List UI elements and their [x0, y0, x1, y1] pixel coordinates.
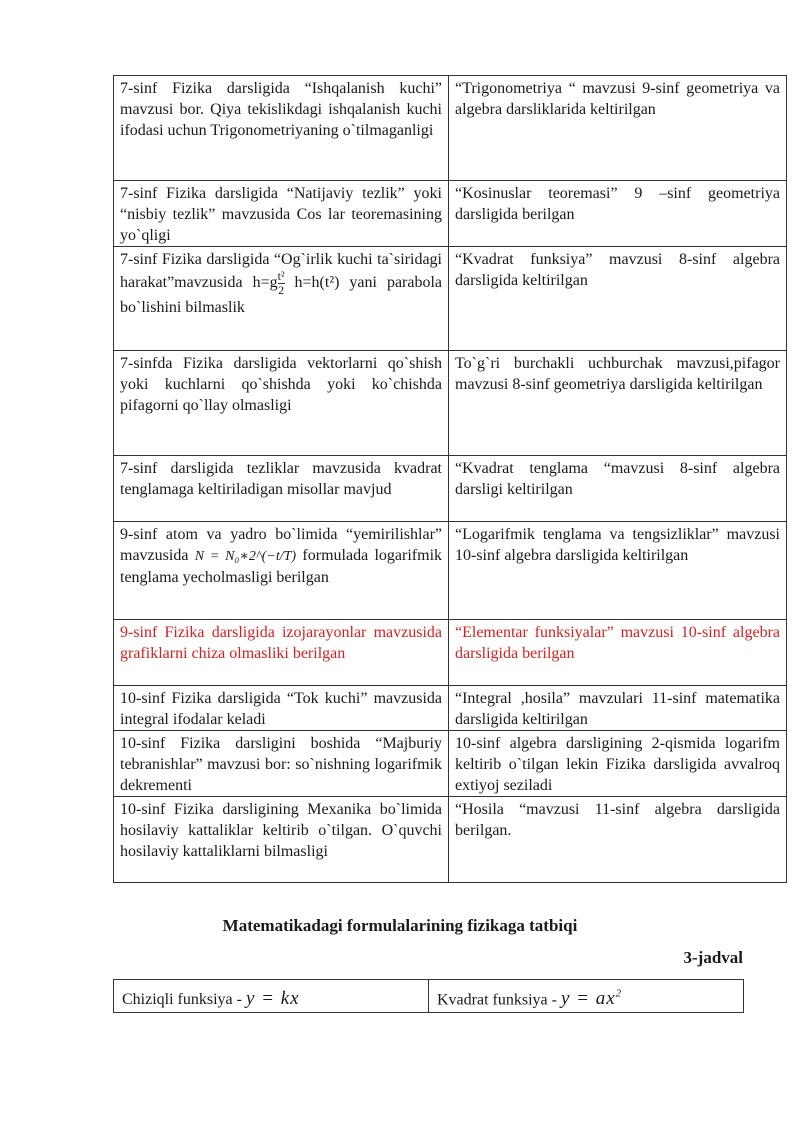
table-row	[114, 686, 787, 731]
table-row	[114, 351, 787, 456]
table-cell-physics: 9-sinf Fizika darsligida izojarayonlar mavzusida grafiklarni chiza olmasliki berilgan	[114, 620, 449, 686]
decay-formula: N = N₀∗2^(−t/T)	[194, 549, 297, 564]
quadratic-function-cell	[429, 980, 744, 1013]
table-cell-physics	[114, 247, 449, 351]
table-cell-physics: 7-sinf darsligida tezliklar mavzusida kvadrat tenglamaga keltiriladigan misollar mavjud	[114, 456, 449, 522]
table-cell-math: “Elementar funksiyalar” mavzusi 10-sinf algebra darsligida berilgan	[449, 620, 787, 686]
table-row	[114, 247, 787, 351]
cell-text: 7-sinf Fizika darsligida “Og`irlik kuchi ta`siridagi harakat”mavzusida h=g	[120, 251, 442, 292]
table-cell-math: “Trigonometriya “ mavzusi 9-sinf geometriya va algebra darsliklarida keltirilgan	[449, 76, 787, 181]
table-cell-math: “Kvadrat funksiya” mavzusi 8-sinf algebra darsligida keltirilgan	[449, 247, 787, 351]
table-cell-math: “Kosinuslar teoremasi” 9 –sinf geometriya darsligida berilgan	[449, 181, 787, 247]
table-row	[114, 522, 787, 620]
table-cell-physics	[114, 522, 449, 620]
table-row	[114, 731, 787, 797]
table-row	[114, 980, 744, 1013]
table-cell-physics: 7-sinf Fizika darsligida “Ishqalanish kuchi” mavzusi bor. Qiya tekislikdagi ishqalanish kuchi ifodasi uchun Trigonometriyaning o`tilmaganligi	[114, 76, 449, 181]
fraction-numerator: t²	[277, 269, 285, 283]
table-cell-physics: 7-sinfda Fizika darsligida vektorlarni qo`shish yoki kuchlarni qo`shishda yoki ko`chishda pifagorni qo`llay olmasligi	[114, 351, 449, 456]
table-label: 3-jadval	[683, 948, 743, 967]
table-cell-math: “Integral ,hosila” mavzulari 11-sinf matematika darsligida keltirilgan	[449, 686, 787, 731]
table-cell-physics: 10-sinf Fizika darsligining Mexanika bo`limida hosilaviy kattaliklar keltirib o`tilgan. O`quvchi hosilaviy kattaliklarni bilmasligi	[114, 797, 449, 883]
table-cell-physics: 10-sinf Fizika darsligida “Tok kuchi” mavzusida integral ifodalar keladi	[114, 686, 449, 731]
table-cell-math: “Hosila “mavzusi 11-sinf algebra darsligida berilgan.	[449, 797, 787, 883]
cell-label: Kvadrat funksiya -	[437, 991, 557, 1008]
cell-text: h=h(t²) yani parabola bo`lishini bilmaslik	[120, 274, 443, 316]
table-cell-math: “Kvadrat tenglama “mavzusi 8-sinf algebra darsligi keltirilgan	[449, 456, 787, 522]
linear-formula: y = kx	[245, 988, 300, 1009]
comparison-table	[113, 75, 787, 883]
section-title: Matematikadagi formulalarining fizikaga tatbiqi	[222, 916, 578, 935]
table-row	[114, 797, 787, 883]
table-row	[114, 76, 787, 181]
quadratic-formula-base: y = ax	[560, 988, 616, 1009]
table-cell-physics: 10-sinf Fizika darsligini boshida “Majburiy tebranishlar” mavzusi bor: so`nishning logarifmik dekrementi	[114, 731, 449, 797]
table-cell-physics: 7-sinf Fizika darsligida “Natijaviy tezlik” yoki “nisbiy tezlik” mavzusida Cos lar teoremasining yo`qligi	[114, 181, 449, 247]
fraction-formula	[278, 270, 285, 297]
table-cell-math: 10-sinf algebra darsligining 2-qismida logarifm keltirib o`tilgan lekin Fizika darsligida avvalroq extiyoj seziladi	[449, 731, 787, 797]
table-cell-math: To`g`ri burchakli uchburchak mavzusi,pifagor mavzusi 8-sinf geometriya darsligida keltirilgan	[449, 351, 787, 456]
quadratic-formula-exponent: 2	[615, 987, 623, 1000]
table-row	[114, 181, 787, 247]
cell-label: Chiziqli funksiya -	[122, 991, 242, 1008]
quadratic-formula	[561, 988, 622, 1009]
fraction-denominator: 2	[278, 283, 285, 297]
cell-text: formulada logarifmik tenglama yecholmasligi berilgan	[120, 547, 443, 586]
table-row	[114, 456, 787, 522]
table-row-highlighted	[114, 620, 787, 686]
table-cell-math: “Logarifmik tenglama va tengsizliklar” mavzusi 10-sinf algebra darsligida keltirilgan	[449, 522, 787, 620]
cell-text: 9-sinf atom va yadro bo`limida “yemirilishlar” mavzusida	[120, 526, 442, 564]
formula-table	[113, 979, 744, 1013]
linear-function-cell	[114, 980, 429, 1013]
